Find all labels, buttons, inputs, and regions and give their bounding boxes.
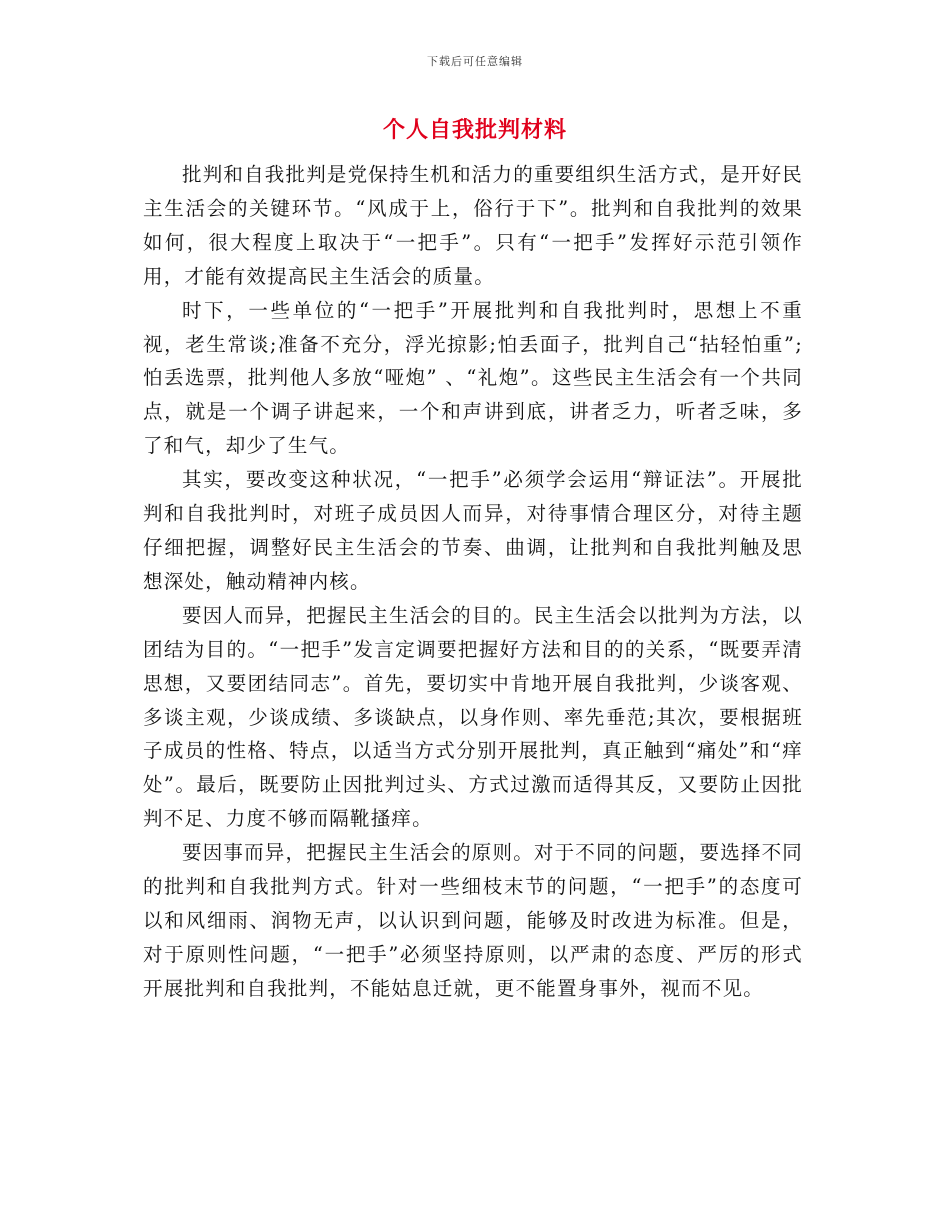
paragraph: 时下，一些单位的“一把手”开展批判和自我批判时，思想上不重视，老生常谈;准备不充分，浮光掠影;怕丢面子，批判自己“拈轻怕重”;怕丢选票，批判他人多放“哑炮” 、“礼炮”。这些民主生活会有一个共同点，就是一个调子讲起来，一个和声讲到底，讲者乏力，听者乏味，多了和气，却少了生气。: [143, 298, 803, 458]
document-title: 个人自我批判材料: [382, 117, 567, 143]
paragraph: 要因人而异，把握民主生活会的目的。民主生活会以批判为方法，以团结为目的。“一把手”发言定调要把握好方法和目的的关系，“既要弄清思想，又要团结同志”。首先，要切实中肯地开展自我批判，少谈客观、多谈主观，少谈成绩、多谈缺点，以身作则、率先垂范;其次，要根据班子成员的性格、特点，以适当方式分别开展批判，真正触到“痛处”和“痒处”。最后，既要防止因批判过头、方式过激而适得其反，又要防止因批判不足、力度不够而隔靴搔痒。: [143, 603, 804, 831]
header-note: 下载后可任意编辑: [427, 55, 523, 68]
paragraph: 要因事而异，把握民主生活会的原则。对于不同的问题，要选择不同的批判和自我批判方式。针对一些细枝末节的问题，“一把手”的态度可以和风细雨、润物无声，以认识到问题，能够及时改进为标准。但是，对于原则性问题，“一把手”必须坚持原则，以严肃的态度、严厉的形式开展批判和自我批判，不能姑息迁就，更不能置身事外，视而不见。: [143, 841, 804, 1000]
document-body: [143, 158, 803, 1006]
paragraph: 其实，要改变这种状况，“一把手”必须学会运用“辩证法”。开展批判和自我批判时，对班子成员因人而异，对待事情合理区分，对待主题仔细把握，调整好民主生活会的节奏、曲调，让批判和自我批判触及思想深处，触动精神内核。: [143, 468, 803, 593]
paragraph: 批判和自我批判是党保持生机和活力的重要组织生活方式，是开好民主生活会的关键环节。“风成于上，俗行于下”。批判和自我批判的效果如何，很大程度上取决于“一把手”。只有“一把手”发挥好示范引领作用，才能有效提高民主生活会的质量。: [143, 163, 804, 288]
